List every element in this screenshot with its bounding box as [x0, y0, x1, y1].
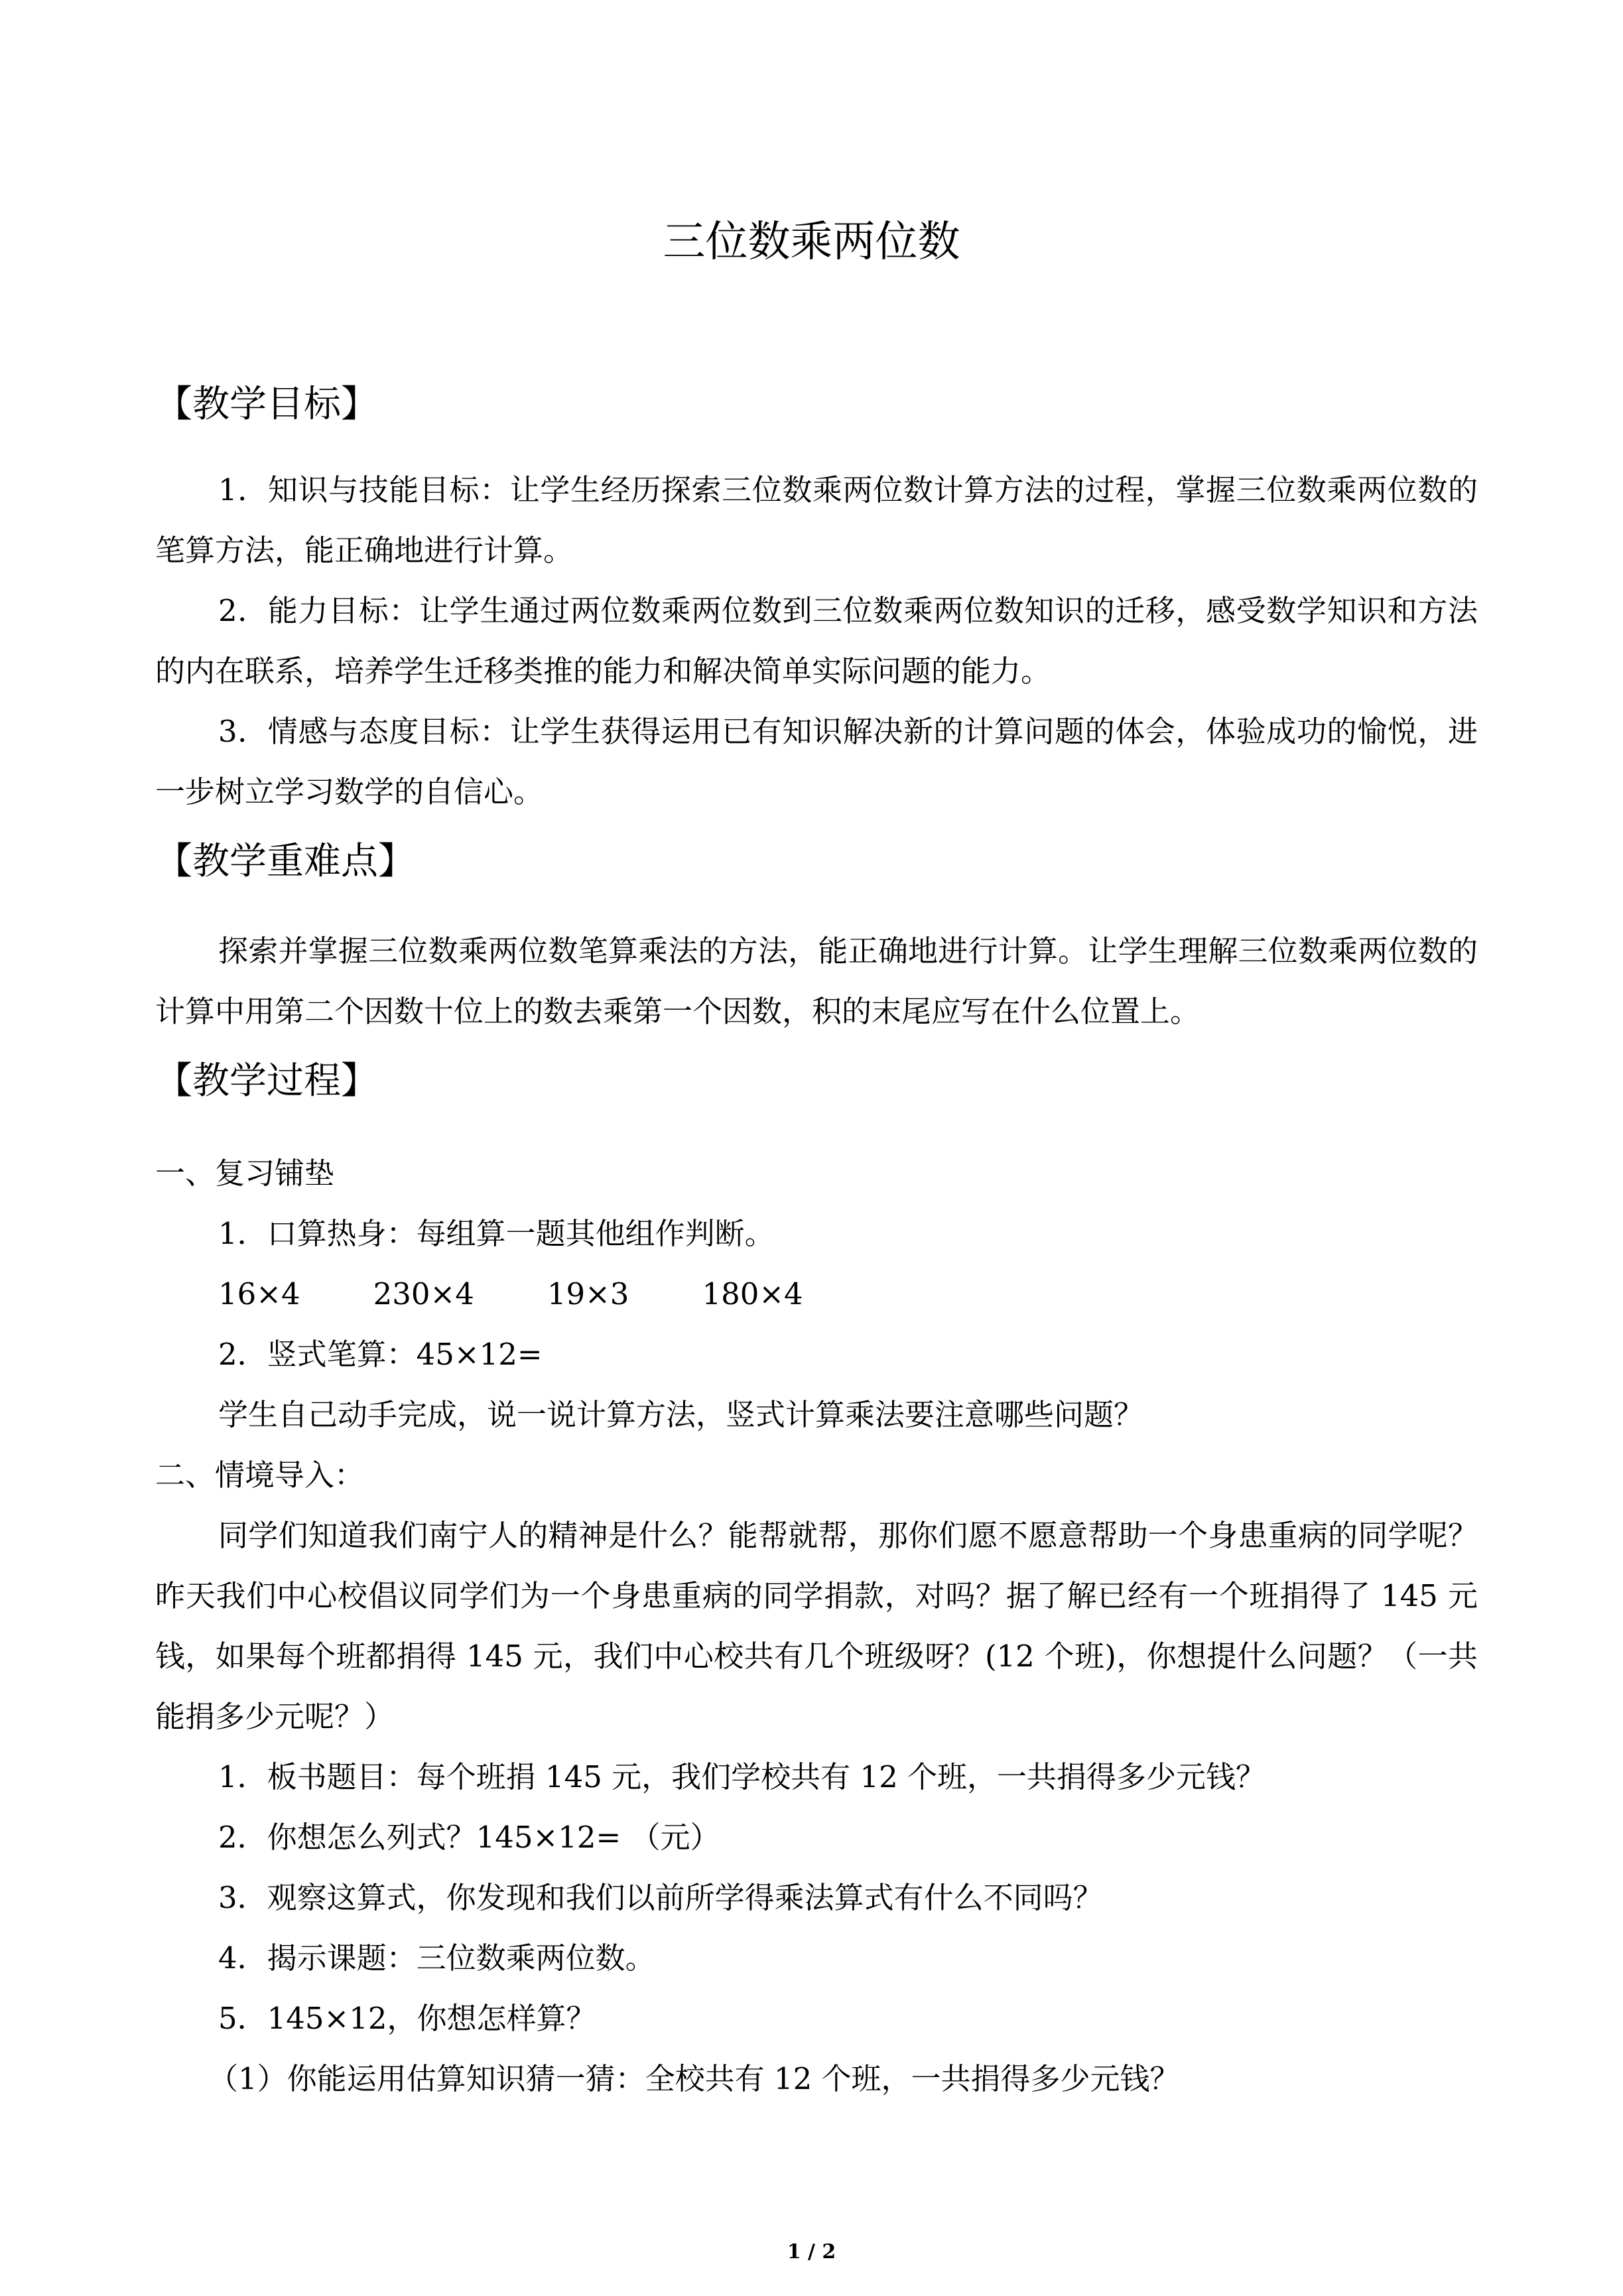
goal-item-1: 1．知识与技能目标：让学生经历探索三位数乘两位数计算方法的过程，掌握三位数乘两位数的笔算方法，能正确地进行计算。 [155, 472, 1478, 568]
part2-item-1: 1．板书题目：每个班捐 145 元，我们学校共有 12 个班，一共捐得多少元钱？ [218, 1759, 1266, 1794]
expr-4: 180×4 [702, 1276, 803, 1312]
expr-2: 230×4 [373, 1276, 474, 1312]
part2-item-4: 4．揭示课题：三位数乘两位数。 [218, 1940, 655, 1976]
part1-note: 学生自己动手完成，说一说计算方法，竖式计算乘法要注意哪些问题？ [218, 1397, 1144, 1432]
part2-item-3: 3．观察这算式，你发现和我们以前所学得乘法算式有什么不同吗？ [218, 1880, 1103, 1915]
section-heading-goals: 【教学目标】 [155, 383, 378, 426]
page-title: 三位数乘两位数 [663, 218, 960, 267]
goal-item-3: 3．情感与态度目标：让学生获得运用已有知识解决新的计算问题的体会，体验成功的愉悦，进一步树立学习数学的自信心。 [155, 714, 1478, 809]
part2-intro: 同学们知道我们南宁人的精神是什么？能帮就帮，那你们愿不愿意帮助一个身患重病的同学呢？昨天我们中心校倡议同学们为一个身患重病的同学捐款，对吗？据了解已经有一个班捐得了 145 元钱，如果每个班都捐得 145 元，我们中心校共有几个班级呀？(12 个班)，你想提什么问题？（一共能捐多少元呢？） [155, 1518, 1478, 1734]
keypoints-text: 探索并掌握三位数乘两位数笔算乘法的方法，能正确地进行计算。让学生理解三位数乘两位数的计算中用第二个因数十位上的数去乘第一个因数，积的末尾应写在什么位置上。 [155, 933, 1478, 1029]
section-heading-process: 【教学过程】 [155, 1059, 378, 1103]
part1-item-1: 1．口算热身：每组算一题其他组作判断。 [218, 1216, 775, 1251]
expr-3: 19×3 [547, 1276, 629, 1312]
oral-calc-expressions [218, 1264, 876, 1324]
part2-item-2: 2．你想怎么列式？145×12= （元） [218, 1820, 720, 1855]
goal-item-2: 2．能力目标：让学生通过两位数乘两位数到三位数乘两位数知识的迁移，感受数学知识和方法的内在联系，培养学生迁移类推的能力和解决简单实际问题的能力。 [155, 593, 1478, 689]
section-heading-keypoints: 【教学重难点】 [155, 840, 415, 883]
part1-item-2: 2．竖式笔算：45×12= [218, 1337, 543, 1372]
page-number: 1 / 2 [787, 2240, 836, 2263]
part2-title: 二、情境导入： [155, 1457, 365, 1493]
part1-title: 一、复习铺垫 [155, 1156, 335, 1191]
part2-sub-1: （1）你能运用估算知识猜一猜：全校共有 12 个班，一共捐得多少元钱？ [208, 2061, 1180, 2096]
expr-1: 16×4 [218, 1276, 300, 1312]
part2-item-5: 5．145×12，你想怎样算？ [218, 2001, 596, 2036]
